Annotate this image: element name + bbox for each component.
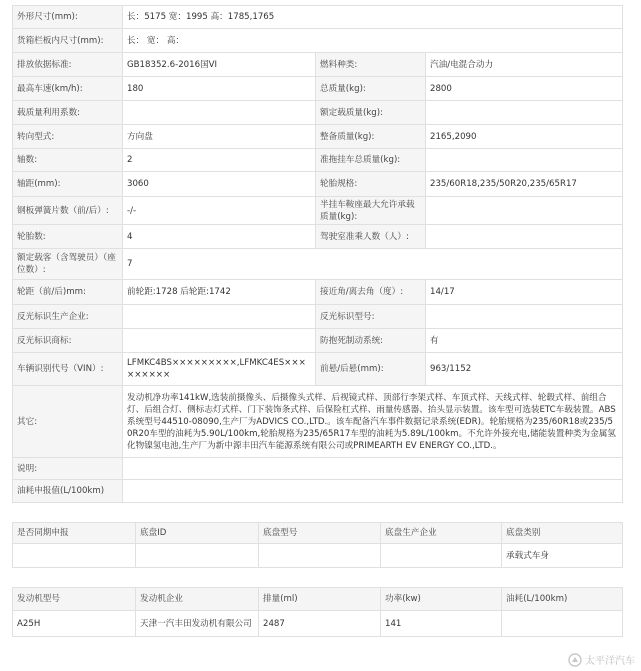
param-label: 载质量利用系数: xyxy=(13,101,123,125)
parameter-table xyxy=(12,5,623,503)
param-value xyxy=(426,225,623,249)
param-label: 总质量(kg): xyxy=(316,77,426,101)
chassis-header-model: 底盘型号 xyxy=(259,523,381,544)
engine-model-value: A25H xyxy=(13,611,136,637)
param-row xyxy=(13,249,623,280)
param-label: 半挂车鞍座最大允许承载质量(kg): xyxy=(316,197,426,225)
param-label: 驾驶室准乘人数（人）: xyxy=(316,225,426,249)
chassis-row xyxy=(13,544,623,568)
chassis-header-category: 底盘类别 xyxy=(502,523,623,544)
spec-sheet xyxy=(12,5,622,637)
pacific-logo-icon xyxy=(568,653,582,667)
param-row xyxy=(13,329,623,353)
param-label: 轴数: xyxy=(13,149,123,172)
param-label: 轮胎规格: xyxy=(316,172,426,197)
param-row xyxy=(13,280,623,305)
param-value: 方向盘 xyxy=(123,125,316,149)
param-value xyxy=(426,149,623,172)
chassis-header-maker: 底盘生产企业 xyxy=(381,523,502,544)
watermark xyxy=(568,652,635,667)
chassis-header-sync: 是否同期申报 xyxy=(13,523,136,544)
param-label: 钢板弹簧片数（前/后）: xyxy=(13,197,123,225)
param-label: 轴距(mm): xyxy=(13,172,123,197)
param-row xyxy=(13,53,623,77)
param-value xyxy=(123,101,316,125)
chassis-model-value xyxy=(259,544,381,568)
param-value xyxy=(123,458,623,480)
param-value: 长： 宽： 高： xyxy=(123,29,623,53)
param-value: 3060 xyxy=(123,172,316,197)
param-value: 有 xyxy=(426,329,623,353)
param-value: 2 xyxy=(123,149,316,172)
param-value: GB18352.6-2016国VI xyxy=(123,53,316,77)
param-row xyxy=(13,386,623,458)
param-value: 汽油/电混合动力 xyxy=(426,53,623,77)
param-row xyxy=(13,225,623,249)
engine-header-displacement: 排量(ml) xyxy=(259,588,381,611)
param-label: 油耗申报值(L/100km) xyxy=(13,480,123,503)
param-row xyxy=(13,77,623,101)
param-label: 额定载客（含驾驶员）（座位数）: xyxy=(13,249,123,280)
param-value xyxy=(123,305,316,329)
param-value: 180 xyxy=(123,77,316,101)
chassis-header-row xyxy=(13,523,623,544)
param-label: 最高车速(km/h): xyxy=(13,77,123,101)
chassis-sync-value xyxy=(13,544,136,568)
param-row xyxy=(13,480,623,503)
param-row xyxy=(13,458,623,480)
param-label: 轮胎数: xyxy=(13,225,123,249)
param-value xyxy=(123,480,623,503)
param-value xyxy=(426,101,623,125)
param-value: 长：5175 宽：1995 高：1785,1765 xyxy=(123,6,623,29)
engine-power-value: 141 xyxy=(381,611,502,637)
param-value xyxy=(426,197,623,225)
param-label: 接近角/离去角（度）: xyxy=(316,280,426,305)
param-row xyxy=(13,101,623,125)
param-label: 反光标识型号: xyxy=(316,305,426,329)
param-label: 说明: xyxy=(13,458,123,480)
param-label: 其它: xyxy=(13,386,123,458)
engine-header-consumption: 油耗(L/100km) xyxy=(502,588,623,611)
param-value: 235/60R18,235/50R20,235/65R17 xyxy=(426,172,623,197)
param-label: 整备质量(kg): xyxy=(316,125,426,149)
engine-displacement-value: 2487 xyxy=(259,611,381,637)
param-label: 前悬/后悬(mm): xyxy=(316,353,426,386)
param-value: 前轮距:1728 后轮距:1742 xyxy=(123,280,316,305)
param-label: 转向型式: xyxy=(13,125,123,149)
param-row xyxy=(13,172,623,197)
param-label: 货箱栏板内尺寸(mm): xyxy=(13,29,123,53)
param-label: 准拖挂车总质量(kg): xyxy=(316,149,426,172)
param-label: 车辆识别代号（VIN）: xyxy=(13,353,123,386)
chassis-header-id: 底盘ID xyxy=(136,523,259,544)
engine-header-maker: 发动机企业 xyxy=(136,588,259,611)
param-value: 4 xyxy=(123,225,316,249)
param-label: 额定载质量(kg): xyxy=(316,101,426,125)
param-value: 2165,2090 xyxy=(426,125,623,149)
engine-maker-value: 天津一汽丰田发动机有限公司 xyxy=(136,611,259,637)
engine-table xyxy=(12,587,623,637)
param-label: 轮距（前/后)mm: xyxy=(13,280,123,305)
param-row xyxy=(13,353,623,386)
param-label: 排放依据标准: xyxy=(13,53,123,77)
chassis-id-value xyxy=(136,544,259,568)
watermark-text: 太平洋汽车 xyxy=(585,656,635,667)
engine-header-power: 功率(kw) xyxy=(381,588,502,611)
chassis-table xyxy=(12,522,623,568)
param-row xyxy=(13,305,623,329)
param-value xyxy=(426,305,623,329)
param-value: -/- xyxy=(123,197,316,225)
param-label: 燃料种类: xyxy=(316,53,426,77)
param-value: LFMKC4BS×××××××××,LFMKC4ES××××××××× xyxy=(123,353,316,386)
chassis-category-value: 承载式车身 xyxy=(502,544,623,568)
param-value: 发动机净功率141kW,选装前摄像头、后摄像头式样、后视镜式样、顶部行李架式样、车顶式样、天线式样、轮毂式样、前组合灯、后组合灯、侧标志灯式样、门下装饰条式样、后保险杠式样、雨量传感器、抬头显示装置。该车型可选装ETC车载装置。ABS系统型号44510-08090,生产厂为ADVICS CO.,LTD.。该车配备汽车事件数据记录系统(EDR)。轮胎规格为235/60R18或235/50R20车型的油耗为5.90L/100km,轮胎规格为235/65R17车型的油耗为5.89L/100km。不允许外接充电,储能装置种类为金属氢化物镍氢电池,生产厂为新中源丰田汽车能源系统有限公司或PRIMEARTH EV ENERGY CO.,LTD.。 xyxy=(123,386,623,458)
param-row xyxy=(13,125,623,149)
engine-row xyxy=(13,611,623,637)
param-value: 2800 xyxy=(426,77,623,101)
param-label: 外形尺寸(mm): xyxy=(13,6,123,29)
param-label: 防抱死制动系统: xyxy=(316,329,426,353)
engine-header-model: 发动机型号 xyxy=(13,588,136,611)
chassis-maker-value xyxy=(381,544,502,568)
param-row xyxy=(13,29,623,53)
param-value: 963/1152 xyxy=(426,353,623,386)
param-value: 14/17 xyxy=(426,280,623,305)
param-label: 反光标识生产企业: xyxy=(13,305,123,329)
param-row xyxy=(13,6,623,29)
param-row xyxy=(13,197,623,225)
param-row xyxy=(13,149,623,172)
engine-consumption-value xyxy=(502,611,623,637)
param-label: 反光标识商标: xyxy=(13,329,123,353)
engine-header-row xyxy=(13,588,623,611)
param-value xyxy=(123,329,316,353)
param-value: 7 xyxy=(123,249,623,280)
